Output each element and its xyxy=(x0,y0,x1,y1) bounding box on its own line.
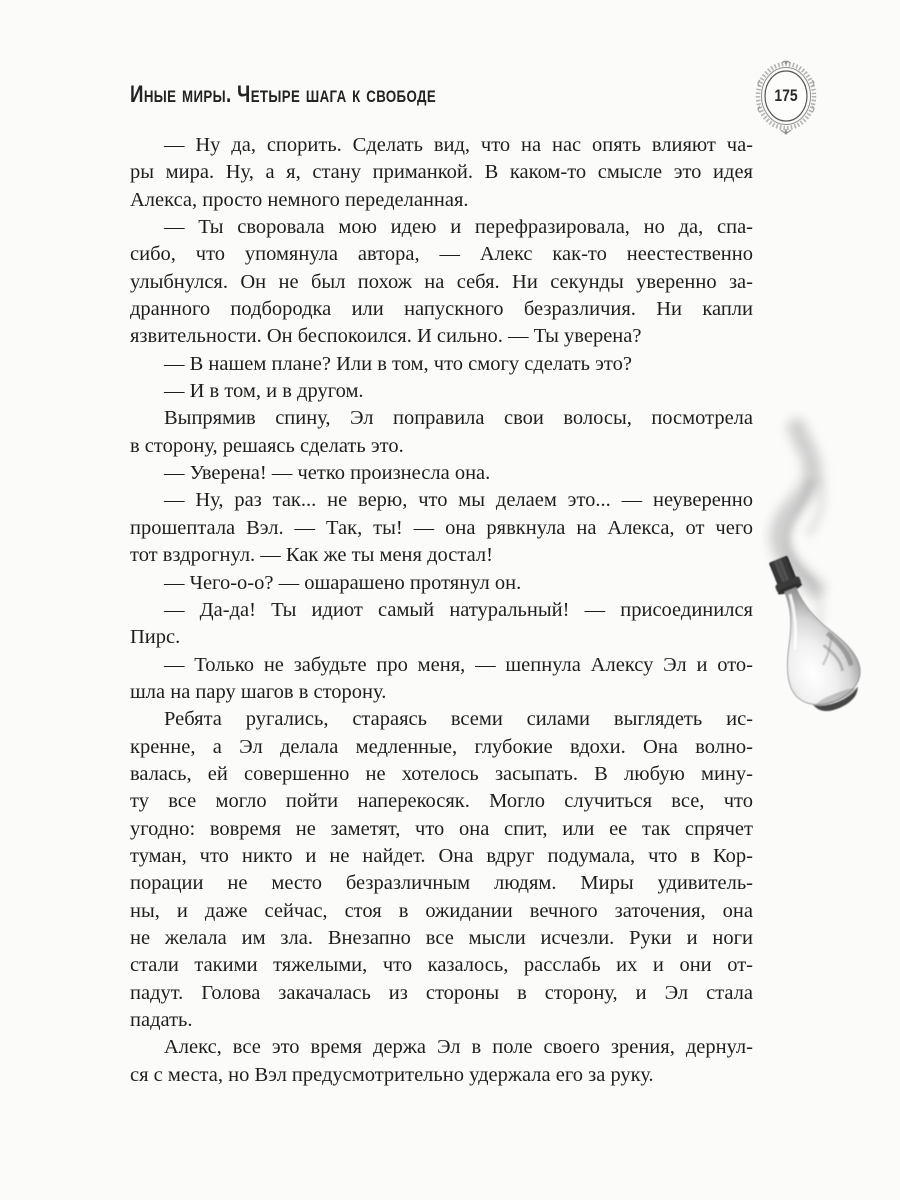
text-line: — Только не забудьте про меня, — шепнула Алексу Эл и ото- xyxy=(164,653,753,676)
page-number: 175 xyxy=(774,86,798,105)
text-line: туман, что никто и не найдет. Она вдруг подумала, что в Кор- xyxy=(130,844,753,867)
text-line: Алекса, просто немного переделанная. xyxy=(130,188,469,211)
text-line: прошептала Вэл. — Так, ты! — она рявкнула на Алекса, от чего xyxy=(130,516,753,539)
text-line: — Ты своровала мою идею и перефразировала, но да, спа- xyxy=(164,216,753,239)
text-line: — Ну, раз так... не верю, что мы делаем это... — неуверенно xyxy=(164,489,753,512)
text-line: Алекс, все это время держа Эл в поле своего зрения, дернул- xyxy=(164,1036,753,1059)
text-line: шла на пару шагов в сторону. xyxy=(130,680,387,703)
paragraph xyxy=(130,487,753,569)
paragraph xyxy=(130,706,753,1034)
text-line: ры мира. Ну, а я, стану приманкой. В каком-то смысле это идея xyxy=(130,161,753,184)
text-line: валась, ей совершенно не хотелось засыпать. В любую мину- xyxy=(130,762,753,785)
paragraph xyxy=(130,132,753,214)
text-line: язвительности. Он беспокоился. И сильно. — Ты уверена? xyxy=(130,325,642,348)
page-number-ornament xyxy=(752,60,820,136)
text-line: тот вздрогнул. — Как же ты меня достал! xyxy=(130,544,493,567)
text-line: — Ну да, спорить. Сделать вид, что на нас опять влияют ча- xyxy=(164,134,753,156)
text-line: — Чего-о-о? — ошарашено протянул он. xyxy=(164,571,522,594)
text-line: не желала им зла. Внезапно все мысли исчезли. Руки и ноги xyxy=(130,926,753,949)
text-line: кренне, а Эл делала медленные, глубокие вдохи. Она волно- xyxy=(130,735,753,758)
text-line: порации не место безразличным людям. Миры удивитель- xyxy=(130,872,753,895)
text-line: — Уверена! — четко произнесла она. xyxy=(164,462,491,485)
paragraph xyxy=(130,597,753,652)
text-line: — Да-да! Ты идиот самый натуральный! — присоединился xyxy=(164,598,753,621)
paragraph xyxy=(130,351,753,378)
text-line: падут. Голова закачалась из стороны в сторону, и Эл стала xyxy=(130,981,753,1004)
paragraph xyxy=(130,405,753,460)
smoke-bottle-illustration xyxy=(748,410,893,715)
paragraph xyxy=(130,214,753,351)
text-line: — И в том, и в другом. xyxy=(164,380,364,403)
text-line: — В нашем плане? Или в том, что смогу сделать это? xyxy=(164,352,632,375)
paragraph xyxy=(130,460,753,487)
paragraph xyxy=(130,570,753,597)
text-line: угодно: вовремя не заметят, что она спит, или ее так спрячет xyxy=(130,817,753,840)
text-line: Выпрямив спину, Эл поправила свои волосы, посмотрела xyxy=(164,407,753,430)
text-line: падать. xyxy=(130,1009,193,1031)
text-line: сибо, что упомянула автора, — Алекс как-то неестественно xyxy=(130,243,753,266)
text-line: ны, и даже сейчас, стоя в ожидании вечного заточения, она xyxy=(130,899,753,922)
text-line: Пирс. xyxy=(130,626,181,649)
running-head-title: Иные миры. Четыре шага к свободе xyxy=(130,81,437,108)
text-line: ся с места, но Вэл предусмотрительно удержала его за руку. xyxy=(130,1063,654,1086)
text-line: стали такими тяжелыми, что казалось, расслабь их и они от- xyxy=(130,954,753,977)
text-line: улыбнулся. Он не был похож на себя. Ни секунды уверенно за- xyxy=(130,270,753,293)
text-line: дранного подбородка или напускного безразличия. Ни капли xyxy=(130,298,753,321)
text-line: Ребята ругались, стараясь всеми силами выглядеть ис- xyxy=(164,708,753,731)
body-text xyxy=(130,132,753,1089)
paragraph xyxy=(130,378,753,405)
paragraph xyxy=(130,652,753,707)
paragraph xyxy=(130,1034,753,1089)
text-line: в сторону, решаясь сделать это. xyxy=(130,434,404,457)
text-line: ту все могло пойти наперекосяк. Могло случиться все, что xyxy=(130,790,753,813)
